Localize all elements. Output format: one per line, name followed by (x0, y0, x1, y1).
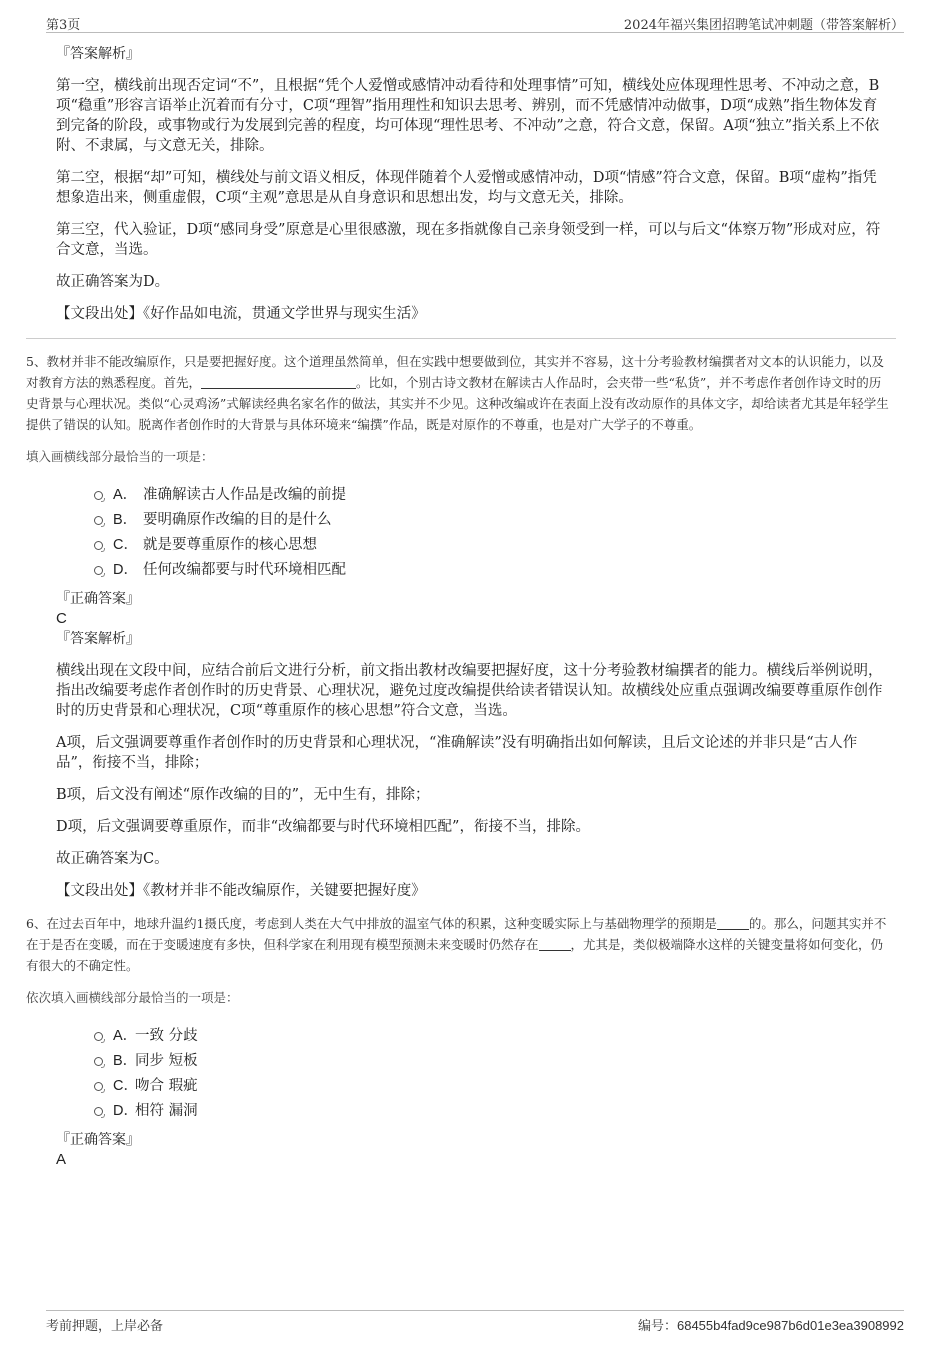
option-text: 吻合 瑕疵 (135, 1078, 198, 1094)
option-d[interactable] (94, 556, 890, 581)
radio-icon[interactable] (94, 516, 103, 525)
document-code: 编号：68455b4fad9ce987b6d01e3ea3908992 (637, 1318, 904, 1333)
option-c[interactable] (94, 531, 890, 556)
correct-answer: C (56, 610, 67, 627)
radio-icon[interactable] (94, 1032, 103, 1041)
analysis-paragraph: B项，后文没有阐述“原作改编的目的”，无中生有，排除； (56, 787, 430, 803)
option-text: 一致 分歧 (135, 1028, 198, 1044)
passage-source: 【文段出处】《好作品如电流，贯通文学世界与现实生活》 (56, 306, 426, 322)
option-letter: C． (113, 537, 138, 553)
analysis-paragraph: 第二空，根据“却”可知，横线处与前文语义相反，体现伴随着个人爱憎或感情冲动，D项“情感”符合文意，保留。B项“虚构”指凭想象造出来，侧重虚假，C项“主观”意思是从自身意识和思想出发，均与文意无关，排除。 (56, 170, 877, 206)
option-text: 任何改编都要与时代环境相匹配 (143, 562, 346, 578)
correct-answer-label: 『正确答案』 (56, 591, 140, 607)
analysis-paragraph: 第一空，横线前出现否定词“不”，且根据“凭个人爱憎或感情冲动看待和处理事情”可知，横线处应体现理性思考、不冲动之意，B项“稳重”形容言语举止沉着而有分寸，C项“理智”指用理性和知识去思考、辨别，而不凭感情冲动做事，D项“成熟”指生物体发育到完备的阶段，或事物或行为发展到完善的程度，均可体现“理性思考、不冲动”之意，符合文意，保留。A项“独立”指关系上不依附、不隶属，与文意无关，排除。 (56, 78, 880, 154)
document-body (26, 44, 890, 1170)
analysis-paragraph: 横线出现在文段中间，应结合前后文进行分析，前文指出教材改编要把握好度，这十分考验教材编撰者的能力。横线后举例说明，指出改编要考虑作者创作时的历史背景、心理状况，避免过度改编提供给读者错误认知。故横线处应重点强调改编要尊重原作创作时的历史背景和心理状况，C项“尊重原作的核心思想”符合文意，当选。 (56, 663, 883, 719)
option-text: 同步 短板 (135, 1053, 198, 1069)
option-text: 相符 漏洞 (135, 1103, 198, 1119)
stem-text: 5、教材并非不能改编原作，只是要把握好度。这个道理虽然简单，但在实践中想要做到位，其实并不容易，这十分考验教材编撰者对文本的认识能力，以及对教育方法的熟悉程度。首先， (26, 354, 884, 390)
page-number: 第3页 (46, 18, 81, 33)
option-a[interactable] (94, 1022, 890, 1047)
option-b[interactable] (94, 1047, 890, 1072)
question-instruction: 依次填入画横线部分最恰当的一项是： (26, 990, 239, 1005)
answer-blank (539, 936, 571, 951)
question-6-options (94, 1022, 890, 1122)
footer-slogan: 考前押题，上岸必备 (46, 1319, 164, 1334)
question-divider (26, 338, 896, 339)
option-a[interactable] (94, 481, 890, 506)
option-letter: A． (113, 1028, 138, 1044)
answer-blank (201, 374, 356, 389)
radio-icon[interactable] (94, 1057, 103, 1066)
option-letter: C． (113, 1078, 138, 1094)
option-d[interactable] (94, 1097, 890, 1122)
analysis-conclusion: 故正确答案为C。 (56, 851, 169, 867)
option-letter: B． (113, 1053, 138, 1069)
passage-source: 【文段出处】《教材并非不能改编原作，关键要把握好度》 (56, 883, 426, 899)
option-text: 就是要尊重原作的核心思想 (143, 537, 317, 553)
answer-blank (717, 915, 749, 930)
analysis-conclusion: 故正确答案为D。 (56, 274, 170, 290)
stem-text: 6、在过去百年中，地球升温约1摄氏度，考虑到人类在大气中排放的温室气体的积累，这种变暖实际上与基础物理学的预期是 (26, 916, 717, 931)
analysis-paragraph: A项，后文强调要尊重作者创作时的历史背景和心理状况，“准确解读”没有明确指出如何解读，且后文论述的并非只是“古人作品”，衔接不当，排除； (56, 735, 858, 771)
stem-text: ，尤其是，类似极端降水这样的关键变量将如何变化，仍有很大的不确定性。 (26, 937, 884, 973)
radio-icon[interactable] (94, 566, 103, 575)
option-text: 准确解读古人作品是改编的前提 (143, 487, 346, 503)
radio-icon[interactable] (94, 491, 103, 500)
analysis-paragraph: 第三空，代入验证，D项“感同身受”原意是心里很感激，现在多指就像自己亲身领受到一样，可以与后文“体察万物”形成对应，符合文意，当选。 (56, 222, 881, 258)
option-letter: D． (113, 562, 138, 578)
option-b[interactable] (94, 506, 890, 531)
option-letter: B． (113, 512, 138, 528)
analysis-paragraph: D项，后文强调要尊重原作，而非“改编都要与时代环境相匹配”，衔接不当，排除。 (56, 819, 590, 835)
analysis-label: 『答案解析』 (56, 46, 140, 62)
option-text: 要明确原作改编的目的是什么 (143, 512, 332, 528)
radio-icon[interactable] (94, 541, 103, 550)
stem-text: 。比如，个别古诗文教材在解读古人作品时，会夹带一些“私货”，并不考虑作者创作诗文时的历史背景与心理状况。类似“心灵鸡汤”式解读经典名家名作的做法，其实并不少见。这种改编或许在表面上没有改动原作的具体文字，却给读者尤其是年轻学生提供了错误的认知。脱离作者创作时的大背景与具体环境来“编撰”作品，既是对原作的不尊重，也是对广大学子的不尊重。 (26, 375, 889, 432)
question-6-stem (26, 913, 890, 976)
option-letter: A． (113, 487, 138, 503)
correct-answer: A (56, 1151, 67, 1168)
stem-text: 的。那么，问题其实并不在于是否在变暖，而在于变暖速度有多快，但科学家在利用现有模型预测未来变暖时仍然存在 (26, 916, 887, 952)
option-c[interactable] (94, 1072, 890, 1097)
radio-icon[interactable] (94, 1107, 103, 1116)
radio-icon[interactable] (94, 1082, 103, 1091)
question-5-stem (26, 351, 890, 435)
question-instruction: 填入画横线部分最恰当的一项是： (26, 449, 214, 464)
correct-answer-label: 『正确答案』 (56, 1132, 140, 1148)
page-footer (46, 1310, 904, 1337)
question-5-options (94, 481, 890, 581)
option-letter: D． (113, 1103, 138, 1119)
analysis-label: 『答案解析』 (56, 631, 140, 647)
page-header (46, 12, 904, 33)
document-title: 2024年福兴集团招聘笔试冲刺题（带答案解析） (623, 18, 904, 33)
